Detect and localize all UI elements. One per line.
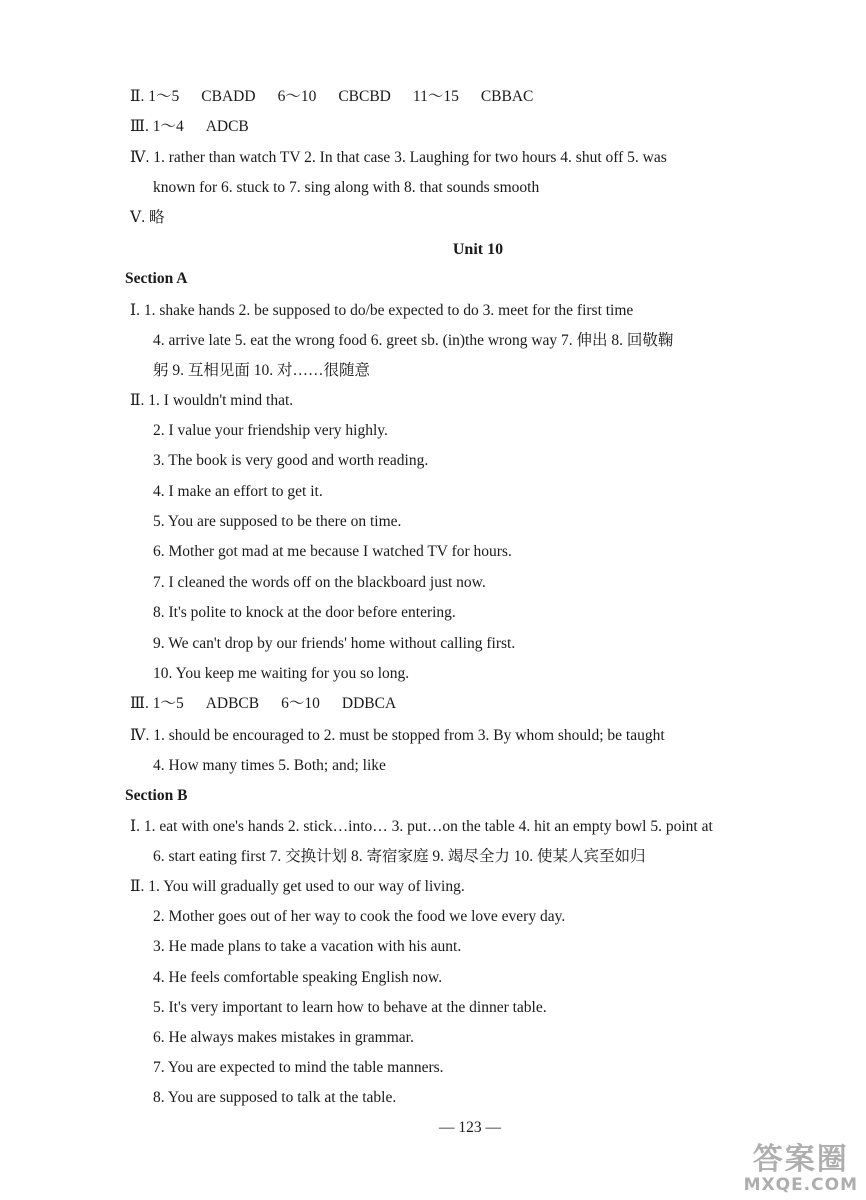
section-a-ii-item: 3. The book is very good and worth reading. [153, 452, 429, 469]
top-iv-line-2: known for 6. stuck to 7. sing along with 8. that sounds smooth [153, 179, 540, 196]
section-a-iv-line-1: Ⅳ. 1. should be encouraged to 2. must be stopped from 3. By whom should; be taught [130, 727, 665, 744]
top-ii-answer-3: CBBAC [480, 88, 534, 105]
top-ii-range-1: Ⅱ. 1～5 [130, 88, 180, 105]
section-a-iii-answer-1: ADBCB [205, 695, 260, 712]
section-a-iii-answer-2: DDBCA [341, 695, 397, 712]
top-iii-answers [130, 117, 249, 137]
top-v-line: Ⅴ. 略 [130, 209, 165, 226]
watermark-logo [744, 1144, 858, 1194]
top-iv-line-1: Ⅳ. 1. rather than watch TV 2. In that case 3. Laughing for two hours 4. shut off 5. was [130, 149, 667, 166]
top-ii-answer-2: CBCBD [338, 88, 391, 105]
section-b-ii-item: 7. You are expected to mind the table manners. [153, 1059, 444, 1076]
section-b-ii-item: Ⅱ. 1. You will gradually get used to our way of living. [130, 878, 465, 895]
section-a-i-line-3: 躬 9. 互相见面 10. 对……很随意 [153, 362, 371, 379]
top-iii-range-1: Ⅲ. 1～4 [130, 118, 184, 135]
section-b-ii-item: 5. It's very important to learn how to behave at the dinner table. [153, 999, 547, 1016]
section-a-ii-item: 7. I cleaned the words off on the blackboard just now. [153, 574, 486, 591]
section-b-i-line-1: Ⅰ. 1. eat with one's hands 2. stick…into… 3. put…on the table 4. hit an empty bowl 5. point at [130, 818, 713, 835]
top-ii-answer-1: CBADD [201, 88, 256, 105]
top-ii-answers [130, 87, 533, 107]
top-iii-answer-1: ADCB [205, 118, 249, 135]
section-a-title: Section A [125, 270, 188, 287]
section-a-i-line-2: 4. arrive late 5. eat the wrong food 6. greet sb. (in)the wrong way 7. 伸出 8. 回敬鞠 [153, 332, 674, 349]
section-b-i-line-2: 6. start eating first 7. 交换计划 8. 寄宿家庭 9. 竭尽全力 10. 使某人宾至如归 [153, 848, 646, 865]
section-a-ii-item: 4. I make an effort to get it. [153, 483, 323, 500]
page-number: — 123 — [439, 1119, 501, 1136]
unit-title: Unit 10 [452, 241, 504, 258]
section-a-iii-answers [130, 694, 396, 714]
section-b-ii-item: 6. He always makes mistakes in grammar. [153, 1029, 414, 1046]
section-a-iii-range-1: Ⅲ. 1～5 [130, 695, 184, 712]
section-a-ii-item: 10. You keep me waiting for you so long. [153, 665, 410, 682]
section-b-ii-item: 2. Mother goes out of her way to cook the food we love every day. [153, 908, 566, 925]
section-b-title: Section B [125, 787, 188, 804]
top-ii-range-2: 6～10 [277, 88, 317, 105]
section-b-ii-item: 3. He made plans to take a vacation with his aunt. [153, 938, 462, 955]
section-a-ii-item: 2. I value your friendship very highly. [153, 422, 388, 439]
watermark-url: MXQE.COM [743, 1175, 858, 1195]
top-ii-range-3: 11～15 [412, 88, 459, 105]
section-a-ii-item: 5. You are supposed to be there on time. [153, 513, 402, 530]
section-a-ii-item: 9. We can't drop by our friends' home without calling first. [153, 635, 516, 652]
watermark-mark: 答案圈 [752, 1142, 849, 1177]
section-b-ii-item: 8. You are supposed to talk at the table. [153, 1089, 397, 1106]
section-a-ii-item: 8. It's polite to knock at the door before entering. [153, 604, 456, 621]
section-b-ii-item: 4. He feels comfortable speaking English now. [153, 969, 443, 986]
section-a-iii-range-2: 6～10 [281, 695, 320, 712]
section-a-ii-item: 6. Mother got mad at me because I watched TV for hours. [153, 543, 512, 560]
section-a-ii-item: Ⅱ. 1. I wouldn't mind that. [130, 392, 294, 409]
section-a-i-line-1: Ⅰ. 1. shake hands 2. be supposed to do/be expected to do 3. meet for the first time [130, 302, 634, 319]
section-a-iv-line-2: 4. How many times 5. Both; and; like [153, 757, 386, 774]
